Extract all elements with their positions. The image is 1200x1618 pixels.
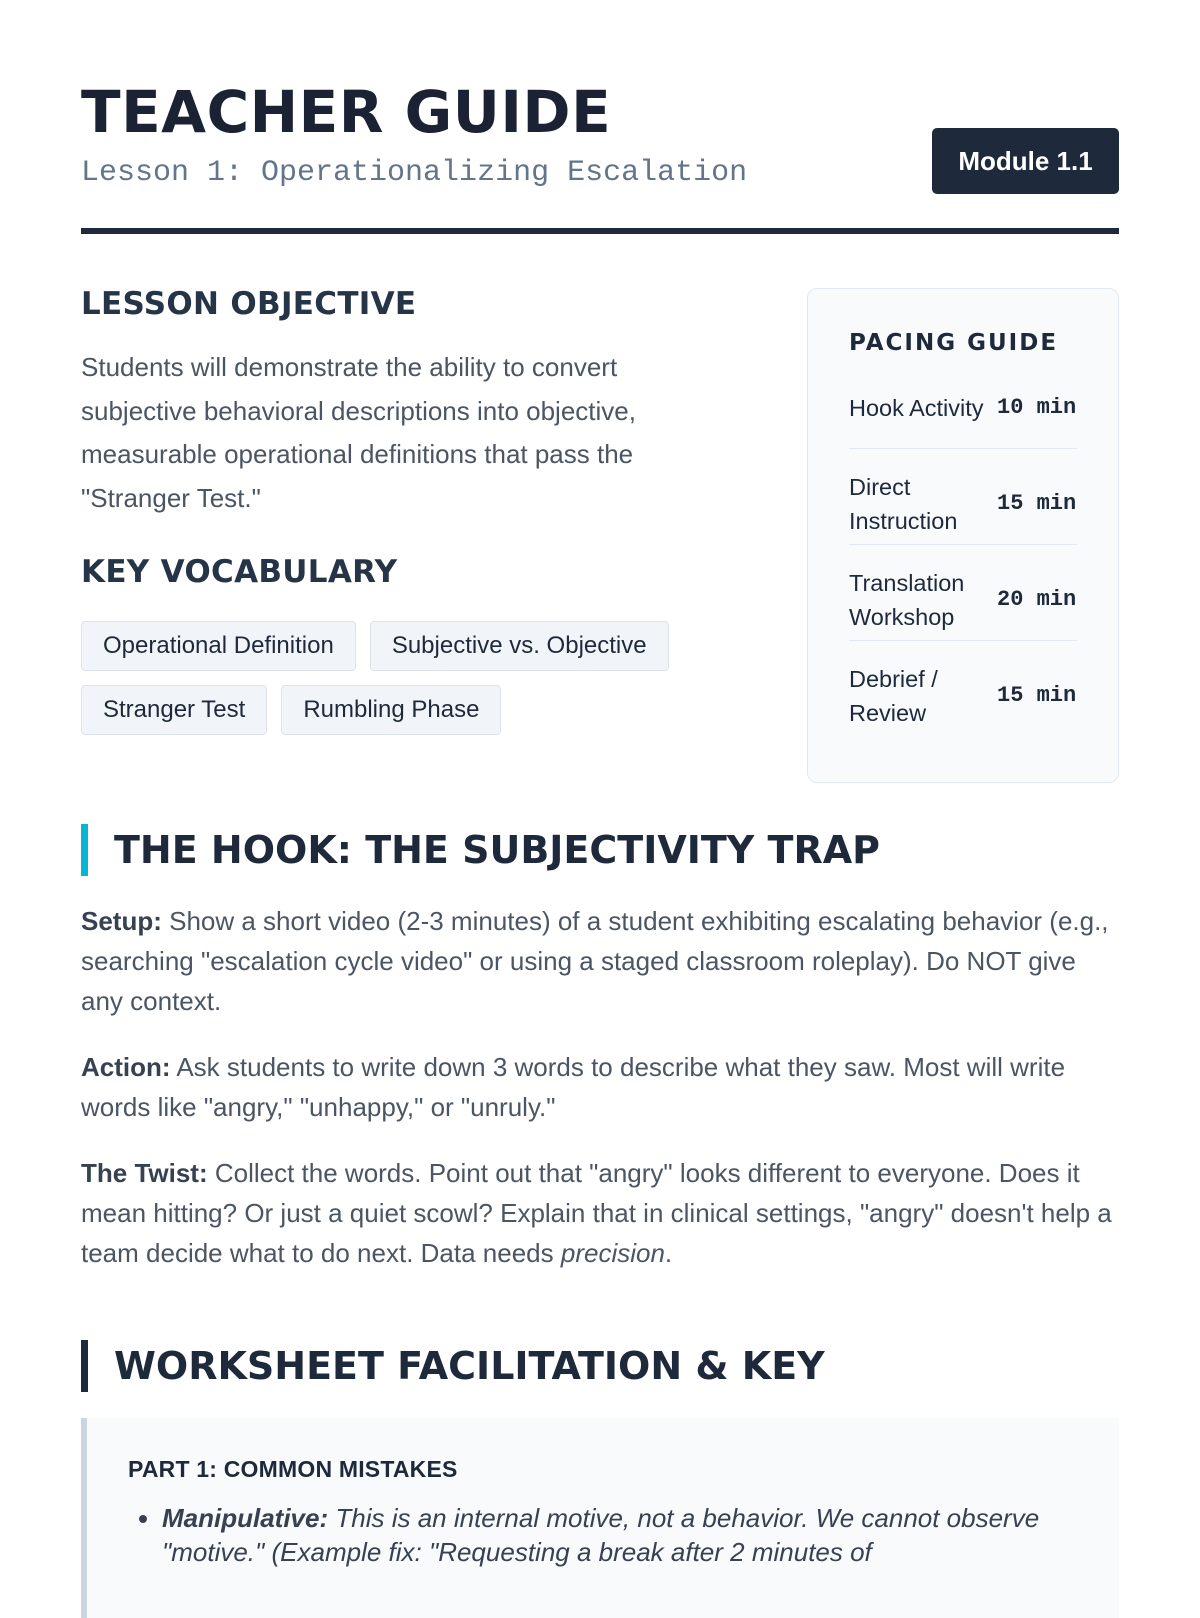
hook-setup xyxy=(81,901,1119,1021)
vocabulary-tags xyxy=(81,621,721,735)
pacing-duration: 15 min xyxy=(997,491,1077,516)
twist-text: Collect the words. Point out that "angry" looks different to everyone. Does it mean hitting? Or just a quiet scowl? Explain that in clinical settings, "angry" doesn't help a team decide what to do next. Data needs xyxy=(81,1158,1112,1268)
part-title: PART 1: COMMON MISTAKES xyxy=(128,1456,458,1482)
pacing-duration: 15 min xyxy=(997,683,1077,708)
common-mistakes-box xyxy=(81,1418,1119,1618)
worksheet-heading: WORKSHEET FACILITATION & KEY xyxy=(81,1339,1119,1393)
mistakes-list xyxy=(128,1501,1119,1569)
action-label: Action: xyxy=(81,1052,171,1082)
setup-label: Setup: xyxy=(81,906,162,936)
setup-text: Show a short video (2-3 minutes) of a student exhibiting escalating behavior (e.g., searching "escalation cycle video" or using a staged classroom roleplay). Do NOT give any context. xyxy=(81,906,1109,1016)
action-text: Ask students to write down 3 words to describe what they saw. Most will write words like "angry," "unhappy," or "unruly." xyxy=(81,1052,1066,1122)
vocabulary-heading: KEY VOCABULARY xyxy=(81,554,398,590)
pacing-duration: 10 min xyxy=(997,395,1077,420)
page-header xyxy=(81,0,1119,234)
pacing-row xyxy=(849,656,1077,736)
pacing-activity: Hook Activity xyxy=(849,395,984,421)
vocab-tag: Stranger Test xyxy=(81,685,267,735)
twist-label: The Twist: xyxy=(81,1158,208,1188)
list-item xyxy=(162,1501,1119,1569)
vocab-tag: Rumbling Phase xyxy=(281,685,501,735)
hook-heading: THE HOOK: THE SUBJECTIVITY TRAP xyxy=(81,823,1119,877)
pacing-duration: 20 min xyxy=(997,587,1077,612)
pacing-title: PACING GUIDE xyxy=(849,330,1059,356)
hook-section xyxy=(81,823,1119,1273)
twist-emphasis: precision xyxy=(560,1238,665,1268)
mistake-term: Manipulative: xyxy=(162,1503,329,1533)
vocab-tag: Operational Definition xyxy=(81,621,356,671)
twist-end: . xyxy=(664,1238,673,1268)
overview-section xyxy=(81,234,1119,794)
pacing-activity: Translation Workshop xyxy=(849,570,965,630)
lesson-subtitle: Lesson 1: Operationalizing Escalation xyxy=(81,156,748,190)
pacing-row xyxy=(849,464,1077,545)
pacing-activity: Direct Instruction xyxy=(849,474,958,534)
pacing-row xyxy=(849,560,1077,641)
pacing-activity: Debrief / Review xyxy=(849,666,938,726)
mistake-text: This is an internal motive, not a behavior. We cannot observe "motive." (Example fix: "Requesting a break after 2 minutes of xyxy=(162,1503,1040,1567)
pacing-row xyxy=(849,368,1077,449)
module-badge: Module 1.1 xyxy=(932,128,1119,194)
objective-heading: LESSON OBJECTIVE xyxy=(81,286,417,322)
hook-twist xyxy=(81,1153,1119,1273)
page-title: TEACHER GUIDE xyxy=(81,78,612,146)
objective-text: Students will demonstrate the ability to convert subjective behavioral descriptions into objective, measurable operational definitions that pass the "Stranger Test." xyxy=(81,352,636,513)
hook-action xyxy=(81,1047,1119,1127)
worksheet-section xyxy=(81,1339,1119,1618)
pacing-guide-card xyxy=(807,288,1119,783)
vocab-tag: Subjective vs. Objective xyxy=(370,621,669,671)
